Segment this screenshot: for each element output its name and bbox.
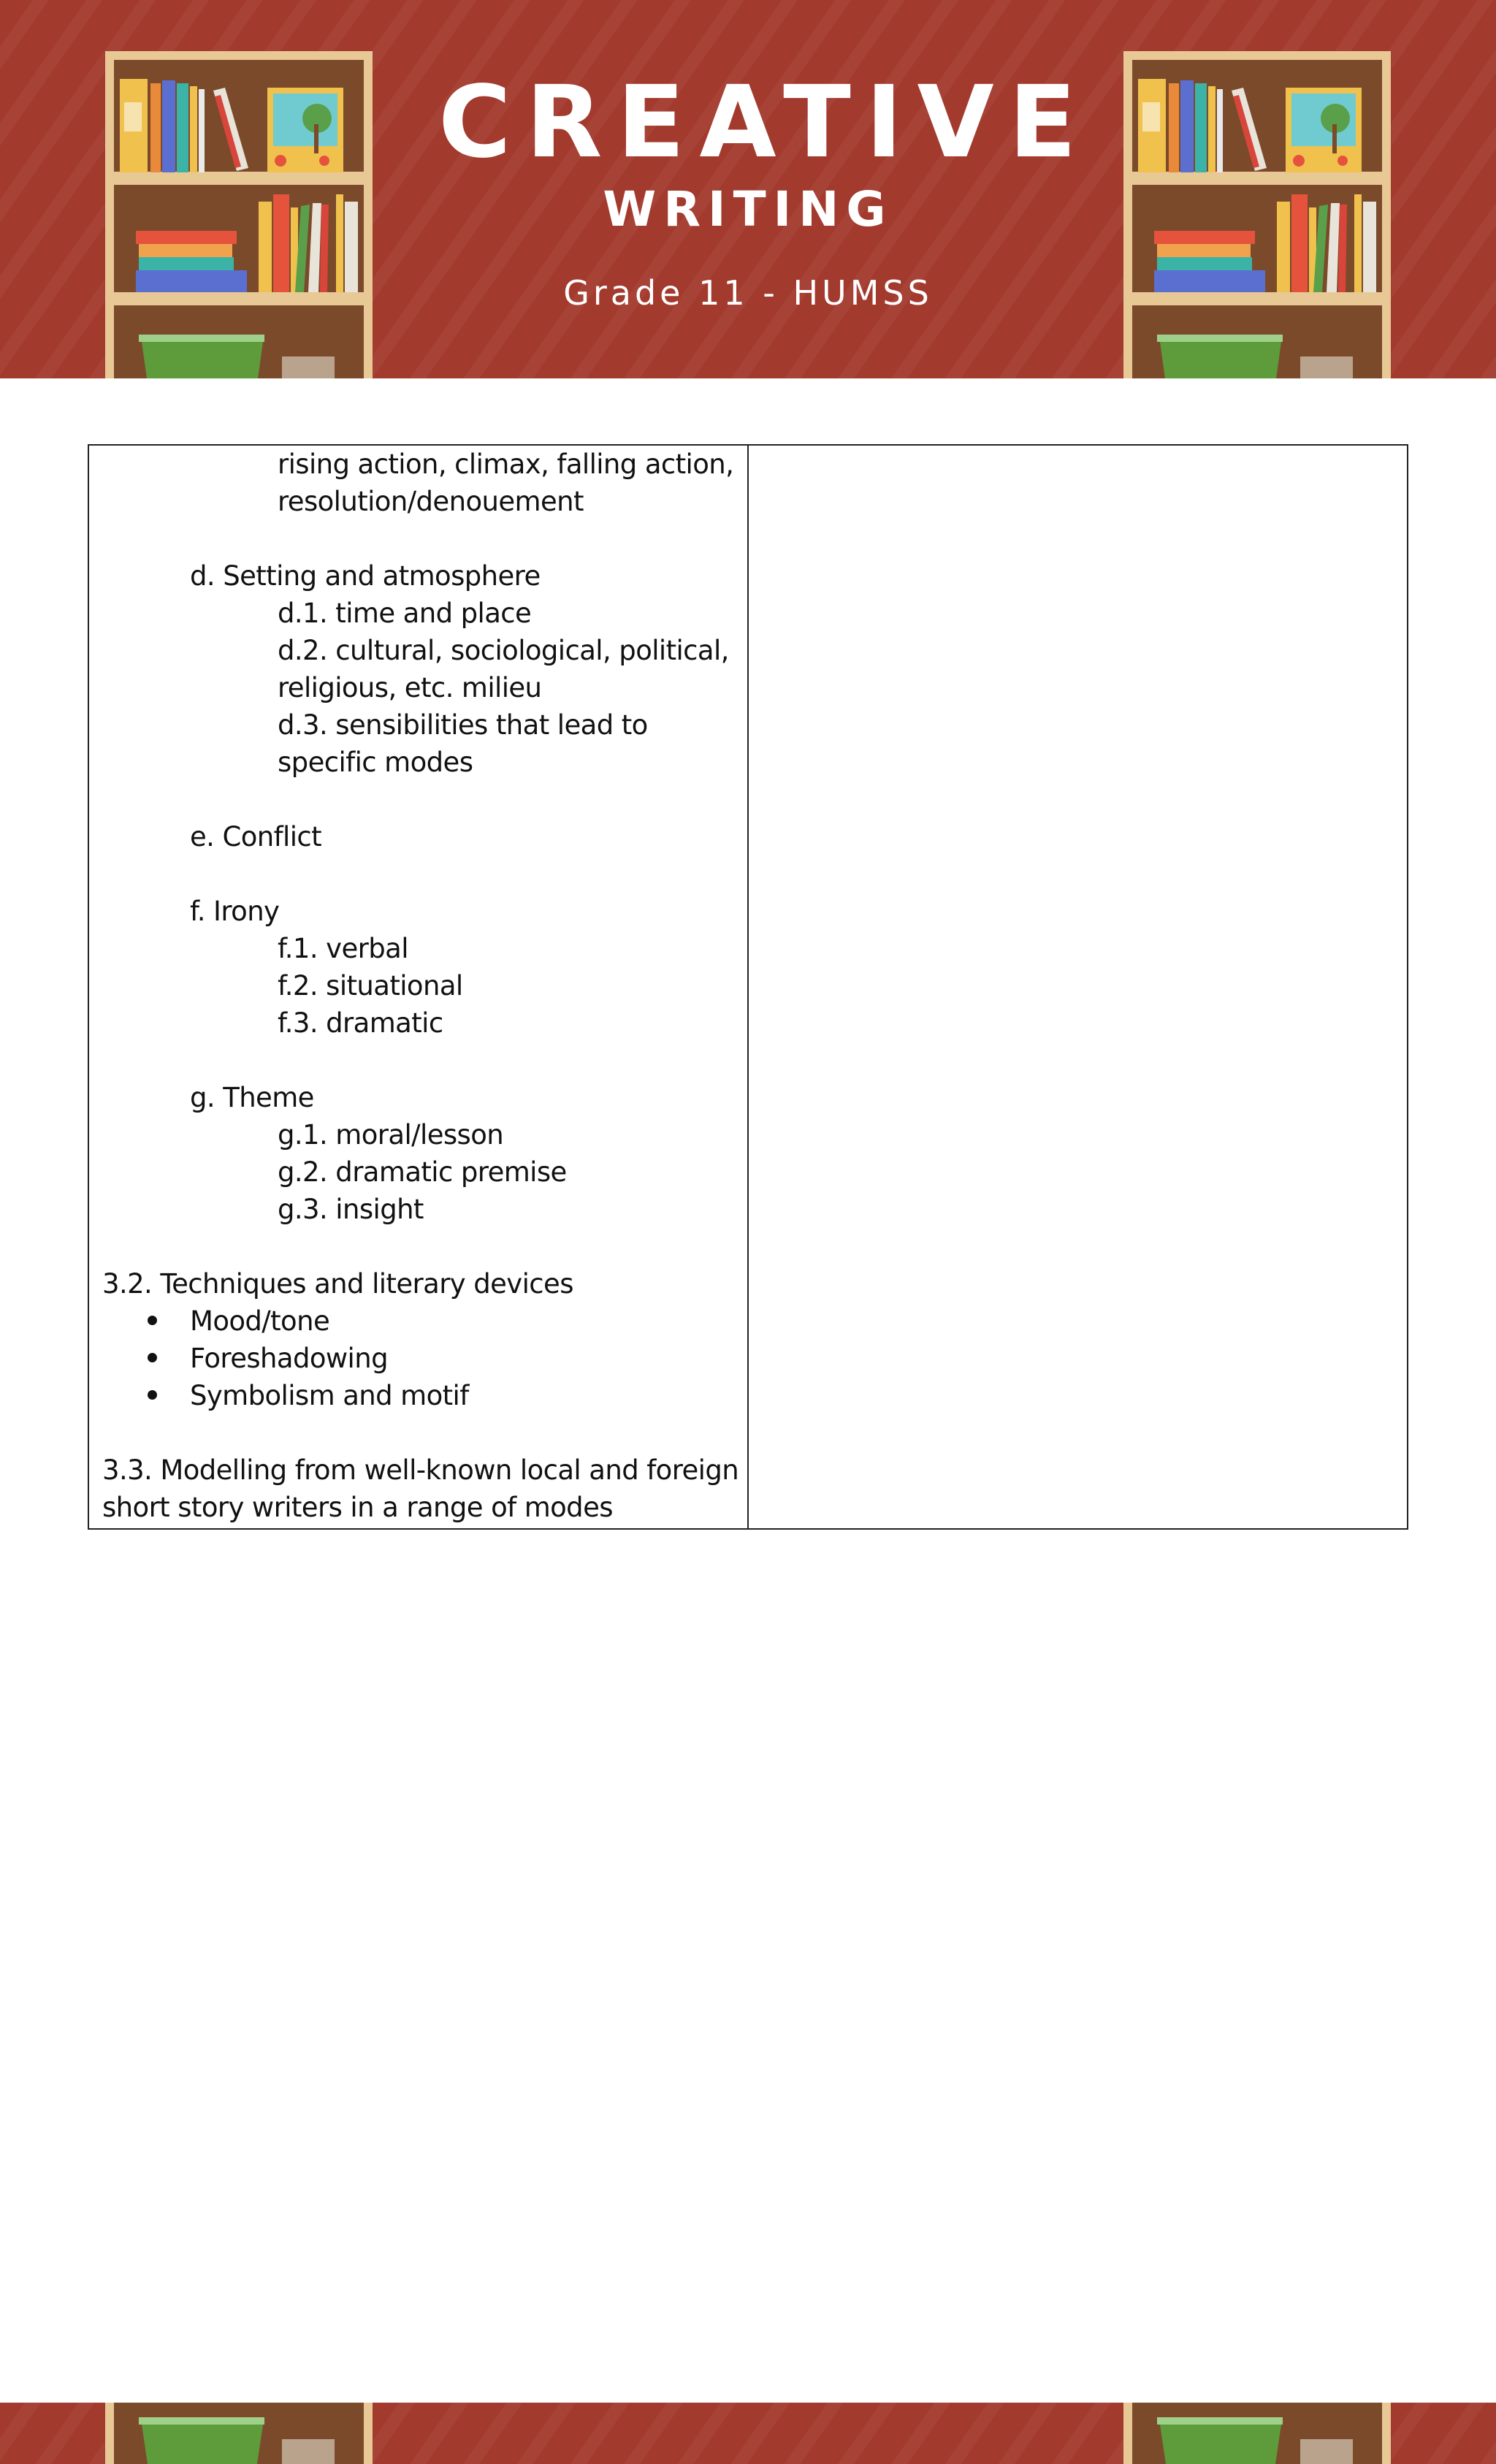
list-item: d.3. sensibilities that lead to: [278, 709, 648, 741]
modelling-line-2: short story writers in a range of modes: [102, 1492, 613, 1523]
table-row: [88, 445, 1408, 1529]
theme-heading: g. Theme: [190, 1082, 314, 1113]
grade-label: Grade 11 - HUMSS: [563, 273, 933, 313]
list-item: Symbolism and motif: [190, 1380, 469, 1411]
topics-cell: [88, 445, 748, 1529]
footer-banner: [0, 2403, 1496, 2464]
empty-right-cell: [748, 445, 1408, 1529]
irony-heading: f. Irony: [190, 896, 280, 927]
list-item: specific modes: [278, 747, 473, 778]
list-item: religious, etc. milieu: [278, 672, 542, 703]
list-item: f.3. dramatic: [278, 1007, 443, 1039]
setting-heading: d. Setting and atmosphere: [190, 560, 541, 592]
modelling-line-1: 3.3. Modelling from well-known local and foreign: [102, 1454, 739, 1486]
bookshelf-right-icon: [1123, 51, 1391, 378]
page-title: CREATIVE: [438, 65, 1091, 180]
bullet-icon: [148, 1390, 157, 1400]
list-item: Mood/tone: [190, 1305, 330, 1337]
list-item: d.1. time and place: [278, 598, 532, 629]
bullet-icon: [148, 1316, 157, 1325]
bookshelf-left-icon: [105, 51, 373, 378]
header-banner: [0, 0, 1496, 378]
list-item: f.2. situational: [278, 970, 463, 1002]
list-item: d.2. cultural, sociological, political,: [278, 635, 729, 666]
bullet-icon: [148, 1353, 157, 1362]
plot-elements-line-1: rising action, climax, falling action,: [278, 449, 734, 480]
list-item: Foreshadowing: [190, 1343, 388, 1374]
bookshelf-left-icon: [105, 2403, 373, 2464]
page-subtitle: WRITING: [603, 181, 893, 237]
list-item: g.2. dramatic premise: [278, 1156, 567, 1188]
plot-elements-line-2: resolution/denouement: [278, 486, 584, 517]
outline-table: [88, 444, 1408, 1530]
conflict-heading: e. Conflict: [190, 821, 322, 853]
list-item: g.1. moral/lesson: [278, 1119, 504, 1151]
list-item: g.3. insight: [278, 1194, 424, 1225]
techniques-heading: 3.2. Techniques and literary devices: [102, 1268, 573, 1300]
list-item: f.1. verbal: [278, 933, 408, 964]
bookshelf-right-icon: [1123, 2403, 1391, 2464]
